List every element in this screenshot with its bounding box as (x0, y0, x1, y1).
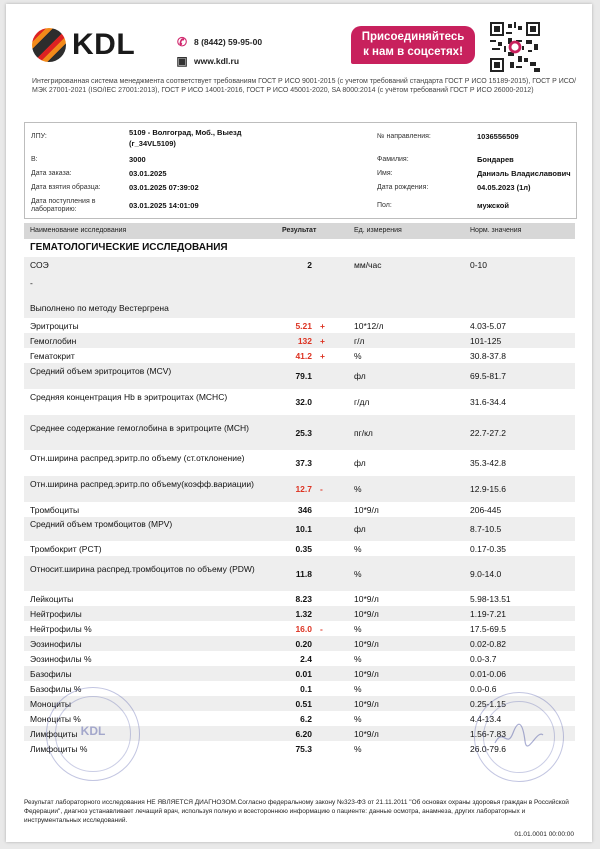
lpu-value-2: (г_34VL5109) (129, 139, 176, 148)
lab-stamp-left (46, 687, 140, 781)
row-result: 0.51 (295, 698, 312, 709)
row-unit: г/л (354, 335, 365, 346)
table-row (24, 606, 575, 621)
results-table-header (24, 223, 575, 239)
signature-icon (493, 723, 545, 751)
row-name: Лейкоциты (30, 593, 74, 604)
row-unit: 10*9/л (354, 608, 379, 619)
row-unit: фл (354, 524, 366, 534)
arrival-label-1: Дата поступления в (31, 198, 96, 205)
row-name: Отн.ширина распред.эритр.по объему (ст.отклонение) (30, 453, 245, 463)
row-name: Относит.ширина распред.тромбоцитов по объему (PDW) (30, 563, 255, 574)
row-result: 32.0 (295, 397, 312, 407)
row-norm: 1.56-7.83 (470, 728, 506, 739)
report-page (6, 4, 592, 842)
row-norm: 17.5-69.5 (470, 623, 506, 634)
row-unit: пг/кл (354, 427, 373, 438)
row-norm: 9.0-14.0 (470, 568, 502, 579)
row-unit: 10*9/л (354, 728, 379, 739)
disclaimer-note: Результат лабораторного исследования НЕ ЯВЛЯЕТСЯ ДИАГНОЗОМ.Согласно федеральному закону №323-ФЗ от 21.11.2011 "Об основах охраны здоровья граждан в Российской Федерации", диагноз устанавливает лечащий врач, используя полную и всестороннюю информацию о пациенте: данные осмотра, анамнеза, других лабораторных и инструментальных исследований. (24, 799, 569, 824)
lpu-value-1: 5109 - Волгоград, Моб., Выезд (129, 128, 242, 137)
row-flag: - (320, 484, 323, 494)
row-result: 25.3 (295, 427, 312, 438)
row-norm: 0.0-0.6 (470, 683, 497, 694)
ref-value: 1036556509 (477, 132, 519, 141)
row-flag: - (320, 623, 323, 634)
row-unit: г/дл (354, 397, 370, 407)
table-row (24, 541, 575, 556)
row-result: 0.01 (295, 668, 312, 679)
table-row (24, 272, 575, 298)
row-result: 37.3 (295, 458, 312, 468)
row-norm: 206-445 (470, 504, 502, 515)
row-result: 6.2 (300, 713, 312, 724)
table-row (24, 476, 575, 502)
row-norm: 4.4-13.4 (470, 713, 502, 724)
row-name: Эозинофилы % (30, 653, 92, 664)
contacts-block (176, 32, 262, 70)
kdl-logo (32, 28, 135, 62)
row-norm: 0-10 (470, 259, 488, 270)
col-unit-header: Ед. измерения (354, 227, 402, 234)
row-result: 41.2 (295, 350, 312, 361)
row-norm: 0.25-1.15 (470, 698, 506, 709)
table-row (24, 591, 575, 606)
row-norm: 8.7-10.5 (470, 524, 502, 534)
row-result: 16.0 (295, 623, 312, 634)
table-row (24, 348, 575, 363)
sample-date-value: 03.01.2025 07:39:02 (129, 183, 199, 192)
row-unit: % (354, 568, 362, 579)
col-result-header: Результат (282, 227, 317, 234)
row-norm: 26.0-79.6 (470, 743, 506, 754)
row-norm: 0.0-3.7 (470, 653, 497, 664)
row-result: 1.32 (295, 608, 312, 619)
name-value: Даниэль Владиславович (477, 169, 571, 178)
row-norm: 0.02-0.82 (470, 638, 506, 649)
surname-value: Бондарев (477, 155, 514, 164)
row-norm: 22.7-27.2 (470, 427, 506, 438)
row-name: Тромбокрит (PCT) (30, 543, 102, 554)
dob-label: Дата рождения: (377, 184, 429, 191)
row-unit: % (354, 623, 362, 634)
row-unit: % (354, 653, 362, 664)
table-row (24, 502, 575, 517)
kdl-logo-mark-icon (32, 28, 66, 62)
row-result: 0.35 (295, 543, 312, 554)
row-result: 0.20 (295, 638, 312, 649)
table-row (24, 450, 575, 476)
row-result: 346 (297, 504, 312, 515)
row-result: 5.21 (295, 320, 312, 331)
row-name: Эозинофилы (30, 638, 82, 649)
row-result: 6.20 (295, 728, 312, 739)
lab-stamp-right (474, 692, 564, 782)
row-norm: 30.8-37.8 (470, 350, 506, 361)
row-unit: % (354, 743, 362, 754)
row-unit: 10*12/л (354, 320, 384, 331)
section-title: ГЕМАТОЛОГИЧЕСКИЕ ИССЛЕДОВАНИЯ (30, 242, 228, 253)
table-row (24, 318, 575, 333)
row-norm: 101-125 (470, 335, 502, 346)
row-name: Гемоглобин (30, 335, 77, 346)
sex-value: мужской (477, 201, 509, 210)
row-name: СОЭ (30, 259, 49, 270)
kdl-logo-text: KDL (72, 28, 136, 61)
row-result: 10.1 (295, 524, 312, 534)
row-name: Нейтрофилы (30, 608, 82, 619)
row-name: Моноциты % (30, 713, 81, 724)
table-row (24, 621, 575, 636)
table-row (24, 257, 575, 272)
table-row (24, 298, 575, 318)
row-name: Базофилы (30, 668, 72, 679)
table-row (24, 636, 575, 651)
col-norm-header: Норм. значения (470, 227, 522, 234)
social-line-1: Присоединяйтесь (361, 31, 465, 43)
table-row (24, 556, 575, 591)
row-unit: % (354, 484, 362, 494)
ref-label: № направления: (377, 133, 431, 140)
row-result: 0.1 (300, 683, 312, 694)
sex-label: Пол: (377, 202, 392, 209)
row-unit: % (354, 543, 362, 554)
table-row (24, 389, 575, 415)
table-row (24, 666, 575, 681)
phone-number: 8 (8442) 59-95-00 (194, 36, 263, 47)
row-name: Лимфоциты % (30, 743, 88, 754)
table-row (24, 333, 575, 348)
footer-code: 01.01.0001 00:00:00 (514, 831, 574, 838)
row-unit: мм/час (354, 259, 382, 270)
row-result: 2.4 (300, 653, 312, 664)
row-norm: 4.03-5.07 (470, 320, 506, 331)
row-name: Гематокрит (30, 350, 75, 361)
row-norm: 35.3-42.8 (470, 458, 506, 468)
row-norm: 5.98-13.51 (470, 593, 511, 604)
dob-value: 04.05.2023 (1л) (477, 183, 531, 192)
row-name: Базофилы % (30, 683, 82, 694)
stamp-text: KDL (80, 724, 106, 738)
order-date-value: 03.01.2025 (129, 169, 167, 178)
table-row (24, 651, 575, 666)
row-result: 75.3 (295, 743, 312, 754)
row-result: 11.8 (295, 568, 312, 579)
row-name: Средний объем эритроцитов (MCV) (30, 366, 172, 376)
row-name: Моноциты (30, 698, 71, 709)
row-result: 79.1 (295, 371, 312, 381)
row-name: Выполнено по методу Вестергрена (30, 303, 169, 313)
iso-compliance-text: Интегрированная система менеджмента соответствует требованиям ГОСТ Р ИСО 9001-2015 (с учетом требований стандарта ГОСТ Р ИСО 15189-2015), ГОСТ Р ИСО/МЭК 27001-2021 (ISO/IEC 27001:2013), ГОСТ Р ИСО 14001-2016, ГОСТ Р ИСО 45001-2020, SA 8000:2014 (с учётом требований ГОСТ Р ИСО 26000-2012) (32, 78, 577, 94)
table-row (24, 363, 575, 389)
arrival-label-2: лабораторию: (31, 206, 77, 213)
row-result: 12.7 (295, 484, 312, 494)
row-unit: % (354, 683, 362, 694)
row-result: 132 (297, 335, 312, 346)
social-line-2: к нам в соцсетях! (363, 46, 463, 58)
row-norm: 12.9-15.6 (470, 484, 506, 494)
v-label: В: (31, 156, 38, 163)
row-name: Лимфоциты (30, 728, 78, 739)
row-norm: 69.5-81.7 (470, 371, 506, 381)
surname-label: Фамилия: (377, 156, 409, 163)
row-unit: 10*9/л (354, 668, 379, 679)
row-norm: 1.19-7.21 (470, 608, 506, 619)
table-row (24, 517, 575, 541)
row-flag: + (320, 335, 325, 346)
phone-icon: ✆ (176, 34, 188, 49)
social-join-banner[interactable] (351, 26, 475, 64)
row-norm: 0.01-0.06 (470, 668, 506, 679)
row-name: Средняя концентрация Hb в эритроцитах (MCHC) (30, 392, 228, 402)
row-unit: % (354, 713, 362, 724)
row-unit: % (354, 350, 362, 361)
table-row (24, 415, 575, 450)
monitor-icon: ▣ (176, 53, 188, 68)
col-name-header: Наименование исследования (30, 227, 127, 234)
row-name: Эритроциты (30, 320, 79, 331)
website-link[interactable]: www.kdl.ru (194, 55, 240, 66)
row-result: 8.23 (295, 593, 312, 604)
row-unit: 10*9/л (354, 698, 379, 709)
row-unit: 10*9/л (354, 638, 379, 649)
arrival-value: 03.01.2025 14:01:09 (129, 201, 199, 210)
row-name: Нейтрофилы % (30, 623, 92, 634)
lpu-label: ЛПУ: (31, 133, 47, 140)
v-value: 3000 (129, 155, 146, 164)
row-flag: + (320, 350, 325, 361)
row-unit: фл (354, 371, 366, 381)
qr-code-icon (490, 22, 540, 72)
row-flag: + (320, 320, 325, 331)
row-name: Средний объем тромбоцитов (MPV) (30, 519, 173, 529)
row-name: Тромбоциты (30, 504, 80, 515)
row-unit: фл (354, 458, 366, 468)
row-norm: 0.17-0.35 (470, 543, 506, 554)
name-label: Имя: (377, 170, 393, 177)
row-norm: 31.6-34.4 (470, 397, 506, 407)
row-name: Отн.ширина распред.эритр.по объему(коэфф.вариации) (30, 479, 254, 489)
row-result: 2 (307, 259, 312, 270)
sample-date-label: Дата взятия образца: (31, 184, 101, 191)
row-unit: 10*9/л (354, 593, 379, 604)
row-name: Среднее содержание гемоглобина в эритроците (MCH) (30, 422, 249, 433)
row-name: - (30, 278, 33, 288)
patient-info-box (24, 122, 577, 219)
order-date-label: Дата заказа: (31, 170, 72, 177)
row-unit: 10*9/л (354, 504, 379, 515)
